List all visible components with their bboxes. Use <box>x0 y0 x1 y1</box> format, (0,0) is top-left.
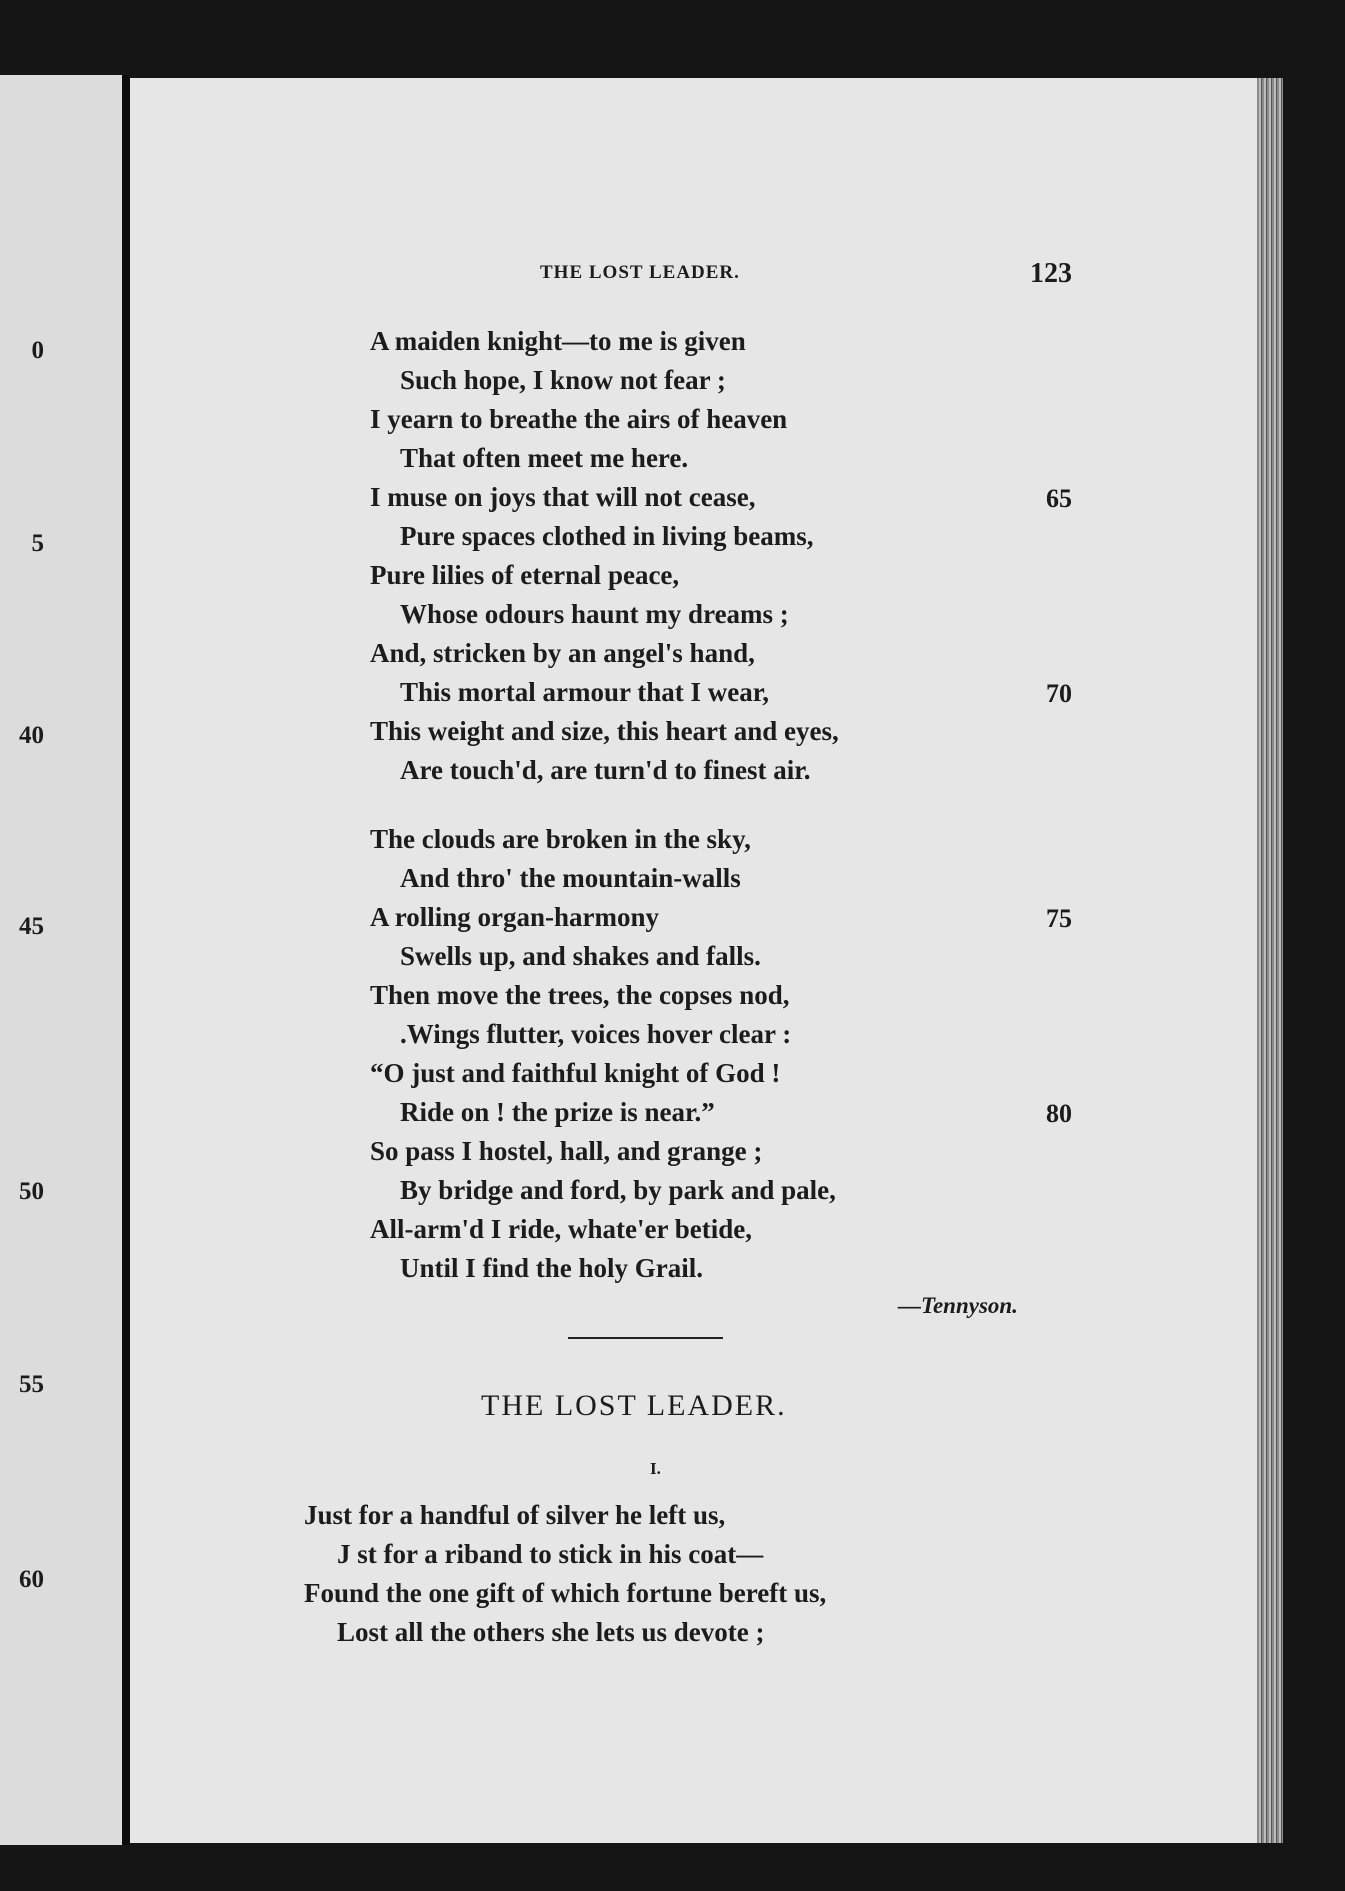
poem-line: I yearn to breathe the airs of heaven <box>370 404 788 434</box>
page-number: 123 <box>1030 258 1072 289</box>
poem-line: Then move the trees, the copses nod, <box>370 980 790 1010</box>
poem-line: Such hope, I know not fear ; <box>400 365 726 395</box>
line-number: 65 <box>1046 484 1072 513</box>
book-gutter <box>122 75 130 1845</box>
left-line-number: 0 <box>31 337 44 364</box>
line-number: 75 <box>1046 904 1072 933</box>
poem-line: Found the one gift of which fortune bereft us, <box>304 1578 827 1608</box>
poem-line: Whose odours haunt my dreams ; <box>400 599 789 629</box>
poem-line: And thro' the mountain-walls <box>400 863 741 893</box>
section-number: I. <box>650 1459 661 1478</box>
poem-line: .Wings flutter, voices hover clear : <box>400 1019 792 1049</box>
poem-line: Just for a handful of silver he left us, <box>304 1500 726 1530</box>
poem-line: J st for a riband to stick in his coat— <box>337 1539 764 1569</box>
poem-line: “O just and faithful knight of God ! <box>370 1058 781 1088</box>
line-number: 80 <box>1046 1099 1072 1128</box>
section-title: THE LOST LEADER. <box>481 1389 787 1422</box>
line-number: 70 <box>1046 679 1072 708</box>
left-line-number: 45 <box>19 913 44 940</box>
left-line-number: 50 <box>19 1178 44 1205</box>
section-divider <box>568 1337 723 1339</box>
poem-line: All-arm'd I ride, whate'er betide, <box>370 1214 752 1244</box>
running-head: THE LOST LEADER. <box>540 262 740 283</box>
page-edge <box>1257 78 1283 1843</box>
left-line-number: 55 <box>19 1371 44 1398</box>
attribution: —Tennyson. <box>898 1293 1018 1318</box>
poem-line: A maiden knight—to me is given <box>370 326 746 356</box>
poem-line: That often meet me here. <box>400 443 689 473</box>
poem-line: Until I find the holy Grail. <box>400 1253 704 1283</box>
left-line-number: 5 <box>31 530 44 557</box>
left-page <box>0 75 124 1845</box>
poem-line: Pure spaces clothed in living beams, <box>400 521 814 551</box>
poem-line: Lost all the others she lets us devote ; <box>337 1617 765 1647</box>
poem-line: And, stricken by an angel's hand, <box>370 638 755 668</box>
left-line-number: 40 <box>19 722 44 749</box>
poem-line: This mortal armour that I wear, <box>400 677 769 707</box>
poem-line: By bridge and ford, by park and pale, <box>400 1175 836 1205</box>
left-line-number: 60 <box>19 1566 44 1593</box>
poem-line: A rolling organ-harmony <box>370 902 660 932</box>
poem-line: Are touch'd, are turn'd to finest air. <box>400 755 811 785</box>
poem-line: The clouds are broken in the sky, <box>370 824 751 854</box>
poem-line: I muse on joys that will not cease, <box>370 482 756 512</box>
poem-line: Pure lilies of eternal peace, <box>370 560 680 590</box>
poem-line: Swells up, and shakes and falls. <box>400 941 761 971</box>
poem-line: So pass I hostel, hall, and grange ; <box>370 1136 763 1166</box>
poem-line: This weight and size, this heart and eyes, <box>370 716 839 746</box>
poem-line: Ride on ! the prize is near.” <box>400 1097 715 1127</box>
